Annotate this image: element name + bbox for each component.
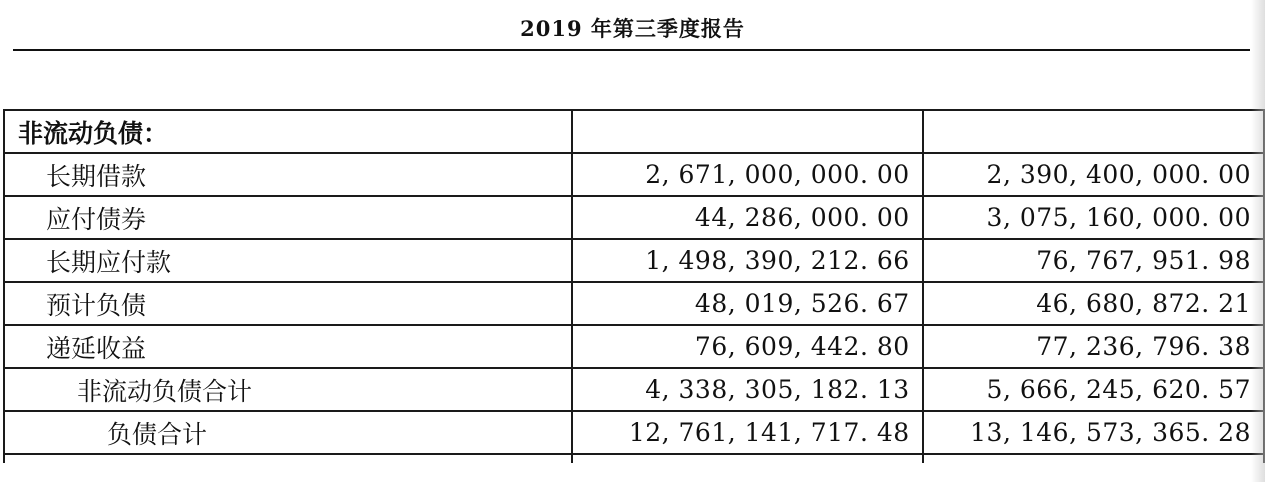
row-current-value: 48, 019, 526. 67	[572, 282, 923, 325]
table-row	[4, 325, 1264, 368]
row-current-value: 44, 286, 000. 00	[572, 196, 923, 239]
page-edge-shadow	[1251, 0, 1265, 482]
table-row-cut-off	[4, 454, 1264, 463]
row-previous-value: 13, 146, 573, 365. 28	[923, 411, 1264, 454]
row-label: 预计负债	[4, 282, 572, 325]
row-label: 应付债券	[4, 196, 572, 239]
row-current-value: 76, 609, 442. 80	[572, 325, 923, 368]
liabilities-table	[3, 109, 1265, 463]
header-rule	[13, 49, 1250, 51]
table-row	[4, 239, 1264, 282]
total-row	[4, 411, 1264, 454]
section-label: 非流动负债：	[4, 110, 572, 153]
row-label: 非流动负债合计	[4, 368, 572, 411]
row-previous-value: 5, 666, 245, 620. 57	[923, 368, 1264, 411]
row-previous-value: 2, 390, 400, 000. 00	[923, 153, 1264, 196]
row-label: 负债合计	[4, 411, 572, 454]
subtotal-row	[4, 368, 1264, 411]
row-label: 长期借款	[4, 153, 572, 196]
row-label: 递延收益	[4, 325, 572, 368]
row-current-value: 2, 671, 000, 000. 00	[572, 153, 923, 196]
table-row	[4, 153, 1264, 196]
row-current-value: 12, 761, 141, 717. 48	[572, 411, 923, 454]
row-previous-value: 3, 075, 160, 000. 00	[923, 196, 1264, 239]
row-previous-value: 76, 767, 951. 98	[923, 239, 1264, 282]
row-previous-value: 77, 236, 796. 38	[923, 325, 1264, 368]
row-previous-value: 46, 680, 872. 21	[923, 282, 1264, 325]
section-current-empty	[572, 110, 923, 153]
section-previous-empty	[923, 110, 1264, 153]
section-row	[4, 110, 1264, 153]
table-row	[4, 282, 1264, 325]
row-current-value: 4, 338, 305, 182. 13	[572, 368, 923, 411]
cut-off-cell	[572, 454, 923, 463]
cut-off-cell	[923, 454, 1264, 463]
page-header-title: 2019 年第三季度报告	[520, 16, 745, 41]
row-label: 长期应付款	[4, 239, 572, 282]
table-row	[4, 196, 1264, 239]
cut-off-cell	[4, 454, 572, 463]
row-current-value: 1, 498, 390, 212. 66	[572, 239, 923, 282]
